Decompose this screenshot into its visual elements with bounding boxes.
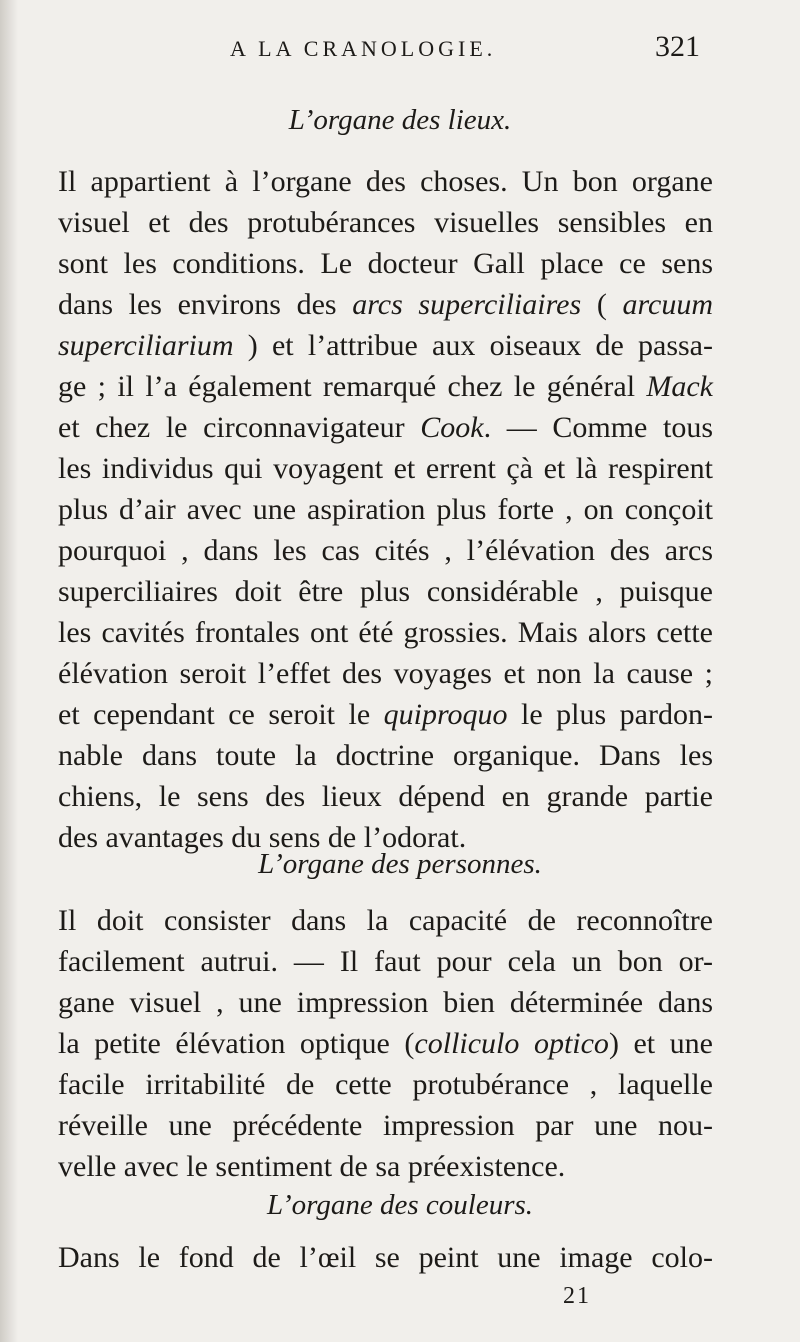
text-line: ge ; il l’a également remarqué chez le général Mack: [58, 370, 713, 403]
text-line: et cependant ce seroit le quiproquo le plus pardon-: [58, 698, 713, 731]
italic-text: quiproquo: [383, 698, 508, 731]
binding-shadow: [0, 0, 18, 1342]
italic-text: colliculo optico: [414, 1027, 609, 1060]
text-line: réveille une précédente impression par une nou-: [58, 1109, 713, 1142]
text-line: dans les environs des arcs superciliaires ( arcuum: [58, 288, 713, 321]
italic-text: Mack: [646, 370, 713, 403]
section-title-lieux: L’organe des lieux.: [288, 104, 512, 136]
text-line: visuel et des protubérances visuelles sensibles en: [58, 206, 713, 239]
text-line: pourquoi , dans les cas cités , l’élévation des arcs: [58, 534, 713, 567]
italic-text: Cook: [420, 411, 484, 444]
text-line: superciliaires doit être plus considérable , puisque: [58, 575, 713, 608]
text-line: plus d’air avec une aspiration plus forte , on conçoit: [58, 493, 713, 526]
page-number: 321: [655, 30, 700, 63]
section-title-personnes: L’organe des personnes.: [258, 848, 542, 880]
text-line: facile irritabilité de cette protubérance , laquelle: [58, 1068, 713, 1101]
signature-mark: 21: [563, 1283, 591, 1309]
text-line: superciliarium ) et l’attribue aux oiseaux de passa-: [58, 329, 713, 362]
italic-text: arcs superciliaires: [352, 288, 582, 321]
text-line: Il appartient à l’organe des choses. Un bon organe: [58, 165, 713, 198]
text-line: Il doit consister dans la capacité de reconnoître: [58, 904, 713, 937]
text-line: sont les conditions. Le docteur Gall place ce sens: [58, 247, 713, 280]
text-line: et chez le circonnavigateur Cook. — Comme tous: [58, 411, 713, 444]
text-line: les cavités frontales ont été grossies. Mais alors cette: [58, 616, 713, 649]
section-title-couleurs: L’organe des couleurs.: [266, 1189, 534, 1221]
italic-text: superciliarium: [58, 329, 234, 362]
italic-text: arcuum: [622, 288, 713, 321]
running-header: A LA CRANOLOGIE.: [230, 36, 497, 61]
text-line: facilement autrui. — Il faut pour cela un bon or-: [58, 945, 713, 978]
text-line: velle avec le sentiment de sa préexistence.: [58, 1150, 566, 1183]
text-line: gane visuel , une impression bien déterminée dans: [58, 986, 713, 1019]
text-line: Dans le fond de l’œil se peint une image colo-: [58, 1241, 713, 1274]
text-line: les individus qui voyagent et errent çà et là respirent: [58, 452, 713, 485]
text-line: la petite élévation optique (colliculo optico) et une: [58, 1027, 713, 1060]
text-line: élévation seroit l’effet des voyages et non la cause ;: [58, 657, 713, 690]
text-line: chiens, le sens des lieux dépend en grande partie: [58, 780, 713, 813]
text-line: nable dans toute la doctrine organique. Dans les: [58, 739, 713, 772]
text-line: des avantages du sens de l’odorat.: [58, 821, 467, 854]
